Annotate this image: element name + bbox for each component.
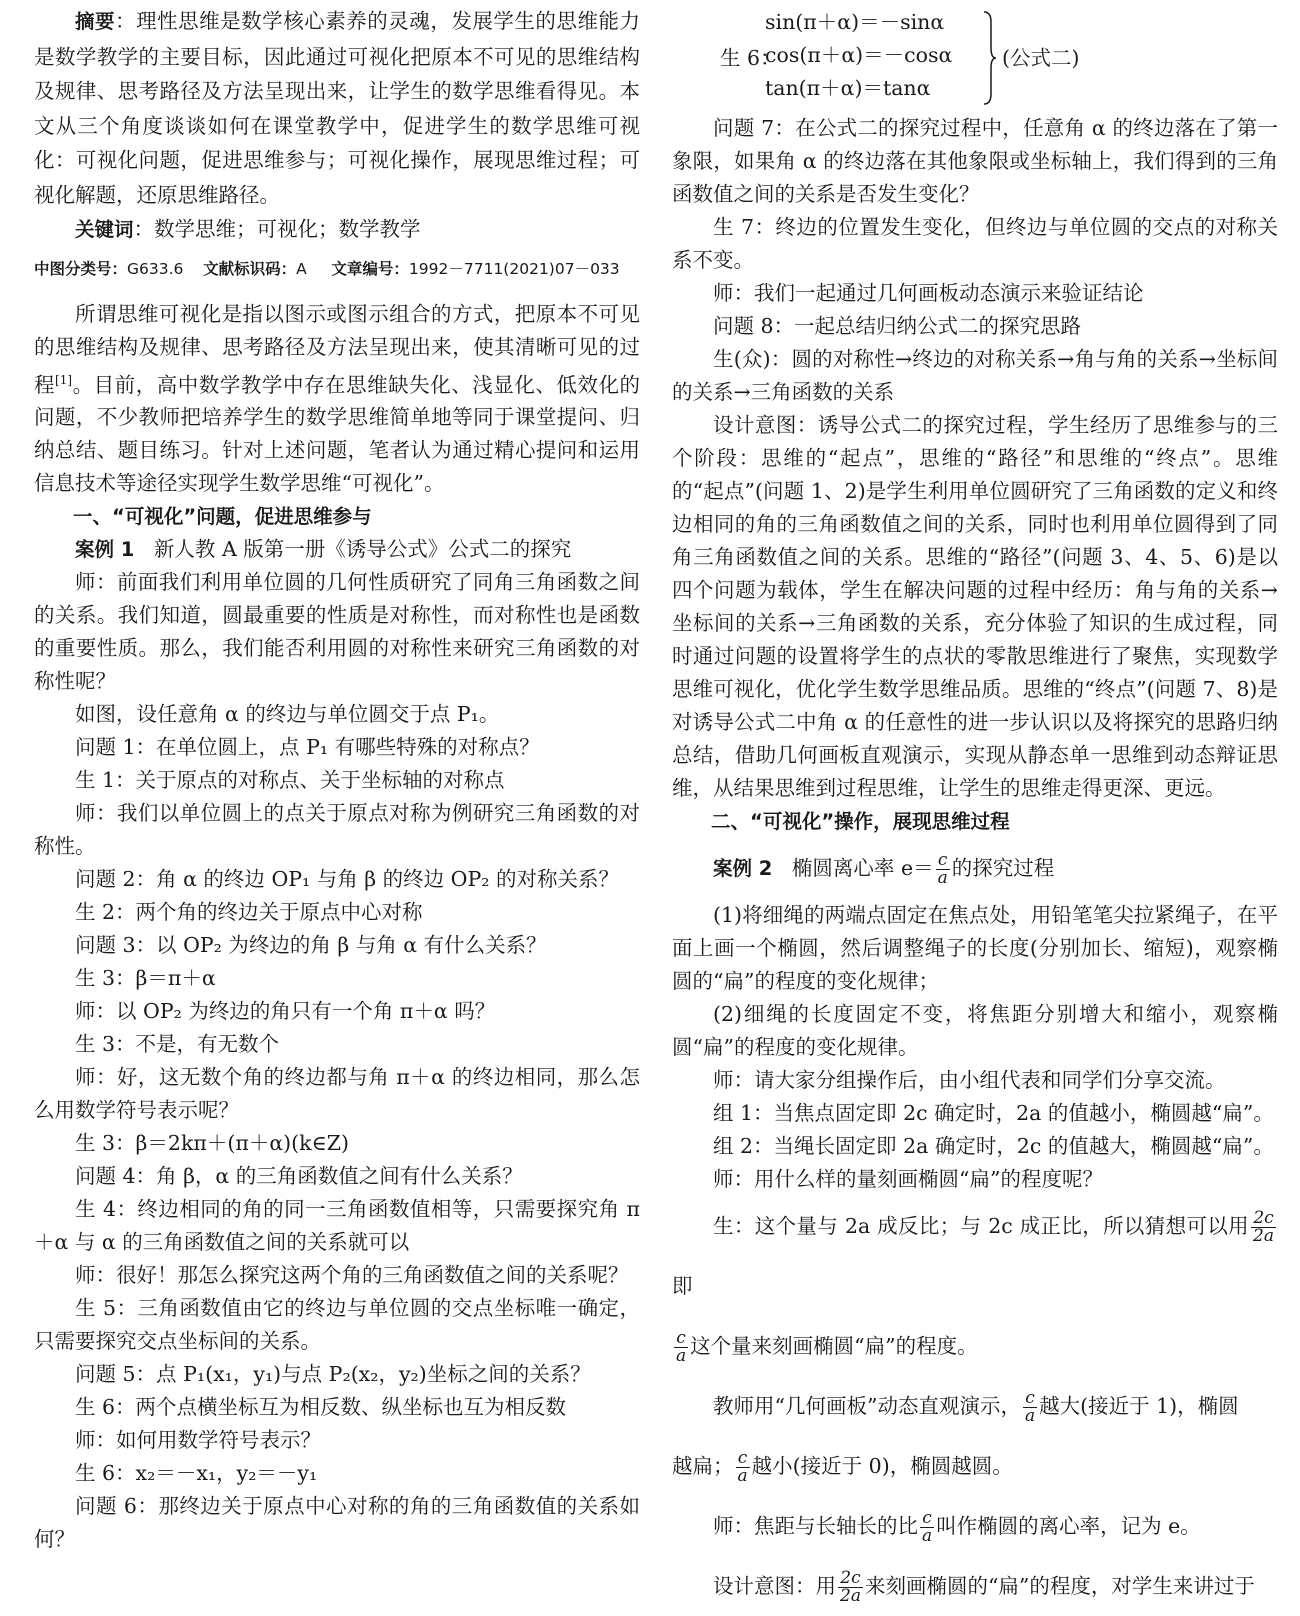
fraction-2c-over-2a <box>838 1570 863 1605</box>
fraction-c-over-a <box>674 1330 688 1365</box>
dialogue-paragraph: 师：请大家分组操作后，由小组代表和同学们分享交流。 <box>713 1068 1226 1092</box>
guess-text-c: 这个量来刻画椭圆“扁”的程度。 <box>690 1334 978 1358</box>
case1-heading <box>34 533 640 566</box>
case2-title-b: 的探究过程 <box>951 856 1055 880</box>
case2-label: 案例 2 <box>713 857 773 880</box>
dialogue-paragraph: 问题 2：角 α 的终边 OP₁ 与角 β 的终边 OP₂ 的对称关系？ <box>75 867 620 892</box>
frac-denominator: a <box>937 868 948 888</box>
right-column <box>672 0 1278 1616</box>
keywords-label: 关键词 <box>75 218 134 241</box>
dialogue-paragraph: 生 3：不是，有无数个 <box>75 1032 280 1057</box>
dialogue-paragraph: 生 7：终边的位置发生变化，但终边与单位圆的交点的对称关系不变。 <box>672 215 1278 272</box>
frac-numerator: c <box>736 1450 750 1468</box>
clc-value: G633.6 <box>127 259 184 278</box>
frac-denominator: 2a <box>840 1586 861 1606</box>
dialogue-paragraph: 师：我们以单位圆上的点关于原点对称为例研究三角函数的对称性。 <box>34 801 640 859</box>
formula-line-tan: tan(π＋α)＝tanα <box>765 76 931 100</box>
dialogue-paragraph: 生 1：关于原点的对称点、关于坐标轴的对称点 <box>75 768 505 793</box>
fraction-c-over-a <box>1023 1390 1037 1425</box>
frac-denominator: a <box>676 1346 687 1366</box>
dialogue-paragraph: 师：好，这无数个角的终边都与角 π＋α 的终边相同，那么怎么用数学符号表示呢？ <box>34 1065 640 1123</box>
dialogue-paragraph: (1)将细绳的两端点固定在焦点处，用铅笔笔尖拉紧绳子，在平面上画一个椭圆，然后调整绳子的长度(分别加长、缩短)，观察椭圆的“扁”的程度的变化规律； <box>672 903 1278 993</box>
frac-numerator: c <box>920 1510 934 1528</box>
guess-text-a: 生：这个量与 2a 成反比；与 2c 成正比，所以猜想可以用 <box>713 1214 1250 1238</box>
frac-numerator: c <box>936 852 950 870</box>
fraction-c-over-a <box>936 852 950 887</box>
abstract-label: 摘要 <box>75 10 116 33</box>
keywords-text: ：数学思维；可视化；数学教学 <box>133 217 421 241</box>
section-heading-2: 二、“可视化”操作，展现思维过程 <box>711 810 1010 833</box>
ecc-text-b: 叫作椭圆的离心率，记为 e。 <box>936 1514 1201 1538</box>
demo-paragraph <box>672 1376 1278 1496</box>
doc-code-value: A <box>296 259 307 278</box>
abstract-text: ：理性思维是数学核心素养的灵魂，发展学生的思维能力是数学教学的主要目标，因此通过可视化把原本不可见的思维结构及规律、思考路径及方法呈现出来，让学生的数学思维看得见。本文从三个角度谈谈如何在课堂教学中，促进学生的数学思维可视化：可视化问题，促进思维参与；可视化操作，展现思维过程；可视化解题，还原思维路径。 <box>34 9 640 207</box>
formula-line-cos: cos(π＋α)＝－cosα <box>765 43 953 67</box>
frac-denominator: 2a <box>1253 1226 1274 1246</box>
demo-text-a: 教师用“几何画板”动态直观演示， <box>713 1394 1021 1418</box>
dialogue-paragraph: 师：如何用数学符号表示？ <box>75 1428 321 1453</box>
dialogue-paragraph: 生 6：两个点横坐标互为相反数、纵坐标也互为相反数 <box>75 1395 567 1420</box>
design-intent-paragraph: 设计意图：诱导公式二的探究过程，学生经历了思维参与的三个阶段：思维的“起点”，思维的“路径”和思维的“终点”。思维的“起点”(问题 1、2)是学生利用单位圆研究了三角函数的定义和终边相同的角的三角函数值之间的关系，同时也利用单位圆得到了同角三角函数值之间的关系。思维的“路径”(问题 3、4、5、6)是以四个问题为载体，学生在解决问题的过程中经历：角与角的关系→坐标间的关系→三角函数的关系，充分体验了知识的生成过程，同时通过问题的设置将学生的点状的零散思维进行了聚焦，实现数学思维可视化，优化学生数学思维品质。思维的“终点”(问题 7、8)是对诱导公式二中角 α 的任意性的进一步认识以及将探究的思路归纳总结，借助几何画板直观演示，实现从静态单一思维到动态辩证思维，从结果思维到过程思维，让学生的思维走得更深、更远。 <box>672 413 1278 800</box>
demo-text-b: 越大(接近于 1)，椭圆 <box>1039 1394 1239 1418</box>
case2-heading <box>672 838 1278 899</box>
dialogue-paragraph: 问题 7：在公式二的探究过程中，任意角 α 的终边落在了第一象限，如果角 α 的终边落在其他象限或坐标轴上，我们得到的三角函数值之间的关系是否发生变化？ <box>672 116 1278 206</box>
clc-label: 中图分类号： <box>34 259 128 278</box>
article-no-label: 文章编号： <box>331 259 409 278</box>
dialogue-paragraph: 问题 4：角 β，α 的三角函数值之间有什么关系？ <box>75 1164 523 1189</box>
student-guess-paragraph <box>672 1196 1278 1376</box>
dialogue-paragraph: 如图，设任意角 α 的终边与单位圆交于点 P₁。 <box>75 702 500 727</box>
dialogue-paragraph: 问题 6：那终边关于原点中心对称的角的三角函数值的关系如何？ <box>34 1494 640 1552</box>
frac-numerator: c <box>674 1330 688 1348</box>
fraction-2c-over-2a <box>1251 1210 1276 1245</box>
left-column <box>34 0 640 1556</box>
frac-denominator: a <box>737 1466 748 1486</box>
formula-speaker: 生 6： <box>720 46 781 70</box>
dialogue-paragraph: 生 5：三角函数值由它的终边与单位圆的交点坐标唯一确定，只需要探究交点坐标间的关系。 <box>34 1296 640 1354</box>
formula-lines <box>765 6 952 105</box>
dialogue-paragraph: 组 2：当绳长固定即 2a 确定时，2c 的值越大，椭圆越“扁”。 <box>713 1134 1274 1158</box>
dialogue-paragraph: 问题 5：点 P₁(x₁，y₁)与点 P₂(x₂，y₂)坐标之间的关系？ <box>75 1362 591 1387</box>
dialogue-paragraph: 生 4：终边相同的角的同一三角函数值相等，只需要探究角 π＋α 与 α 的三角函数值之间的关系就可以 <box>34 1197 640 1255</box>
dialogue-paragraph: 师：以 OP₂ 为终边的角只有一个角 π＋α 吗？ <box>75 999 496 1024</box>
abstract-block <box>34 4 640 248</box>
intro-rest: 。目前，高中数学教学中存在思维缺失化、浅显化、低效化的问题，不少教师把培养学生的数学思维简单地等同于课堂提问、归纳总结、题目练习。针对上述问题，笔者认为通过精心提问和运用信息技术等途径实现学生数学思维“可视化”。 <box>34 372 641 496</box>
ecc-text-a: 师：焦距与长轴长的比 <box>713 1514 918 1538</box>
design2-text-b: 来刻画椭圆的“扁”的程度，对学生来讲过于 <box>864 1574 1255 1598</box>
case2-title-a: 椭圆离心率 e＝ <box>791 856 934 880</box>
dialogue-paragraph: 师：前面我们利用单位圆的几何性质研究了同角三角函数之间的关系。我们知道，圆最重要的性质是对称性，而对称性也是函数的重要性质。那么，我们能否利用圆的对称性来研究三角函数的对称性呢？ <box>34 570 640 694</box>
dialogue-paragraph: (2)细绳的长度固定不变，将焦距分别增大和缩小，观察椭圆“扁”的程度的变化规律。 <box>672 1002 1278 1059</box>
dialogue-paragraph: 生 3：β＝π＋α <box>75 966 216 991</box>
case1-label: 案例 1 <box>75 538 135 562</box>
abstract <box>34 4 640 212</box>
demo-text-c: 越扁； <box>672 1454 734 1478</box>
dialogue-paragraph: 师：我们一起通过几何画板动态演示来验证结论 <box>713 281 1144 305</box>
dialogue-paragraph: 问题 1：在单位圆上，点 P₁ 有哪些特殊的对称点？ <box>75 735 540 760</box>
dialogue-paragraph: 师：很好！那怎么探究这两个角的三角函数值之间的关系呢？ <box>75 1263 629 1288</box>
formula-two-block <box>720 6 1278 112</box>
intro-paragraph <box>34 298 640 501</box>
article-no-value: 1992－7711(2021)07－033 <box>408 259 620 278</box>
classification-line <box>34 254 640 284</box>
design2-text-a: 设计意图：用 <box>713 1574 836 1598</box>
doc-code-label: 文献标识码： <box>203 259 297 278</box>
dialogue-paragraph: 生 6：x₂＝－x₁，y₂＝－y₁ <box>75 1461 318 1486</box>
dialogue-paragraph: 生 3：β＝2kπ＋(π＋α)(k∈Z) <box>75 1131 349 1156</box>
citation-ref: [1] <box>55 372 73 387</box>
formula-line-sin: sin(π＋α)＝－sinα <box>765 10 945 34</box>
frac-numerator: 2c <box>1251 1210 1276 1228</box>
dialogue-paragraph: 生(众)：圆的对称性→终边的对称关系→角与角的关系→坐标间的关系→三角函数的关系 <box>672 347 1278 404</box>
keywords <box>34 212 640 248</box>
design-intent-2-paragraph <box>672 1556 1278 1616</box>
dialogue-paragraph: 组 1：当焦点固定即 2c 确定时，2a 的值越小，椭圆越“扁”。 <box>713 1101 1274 1125</box>
dialogue-paragraph: 问题 3：以 OP₂ 为终边的角 β 与角 α 有什么关系？ <box>75 933 547 958</box>
right-brace-icon <box>983 10 997 106</box>
dialogue-paragraph: 问题 8：一起总结归纳公式二的探究思路 <box>713 314 1082 338</box>
eccentricity-paragraph <box>672 1496 1278 1556</box>
frac-numerator: c <box>1023 1390 1037 1408</box>
intro-text: 所谓思维可视化是指以图示或图示组合的方式，把原本不可见的思维结构及规律、思考路径及方法呈现出来，使其清晰可见的过程 <box>34 301 640 397</box>
section-heading-1: 一、“可视化”问题，促进思维参与 <box>73 505 372 529</box>
fraction-c-over-a <box>920 1510 934 1545</box>
frac-denominator: a <box>1024 1406 1036 1426</box>
dialogue-paragraph: 师：用什么样的量刻画椭圆“扁”的程度呢？ <box>713 1167 1103 1191</box>
frac-denominator: a <box>922 1526 933 1546</box>
frac-numerator: 2c <box>838 1570 863 1588</box>
fraction-c-over-a <box>736 1450 750 1485</box>
dialogue-paragraph: 生 2：两个角的终边关于原点中心对称 <box>75 900 423 925</box>
case1-title: 新人教 A 版第一册《诱导公式》公式二的探究 <box>153 537 572 562</box>
guess-text-b: 即 <box>672 1274 693 1298</box>
demo-text-d: 越小(接近于 0)，椭圆越圆。 <box>751 1454 1013 1478</box>
formula-tag: (公式二) <box>1002 46 1080 70</box>
